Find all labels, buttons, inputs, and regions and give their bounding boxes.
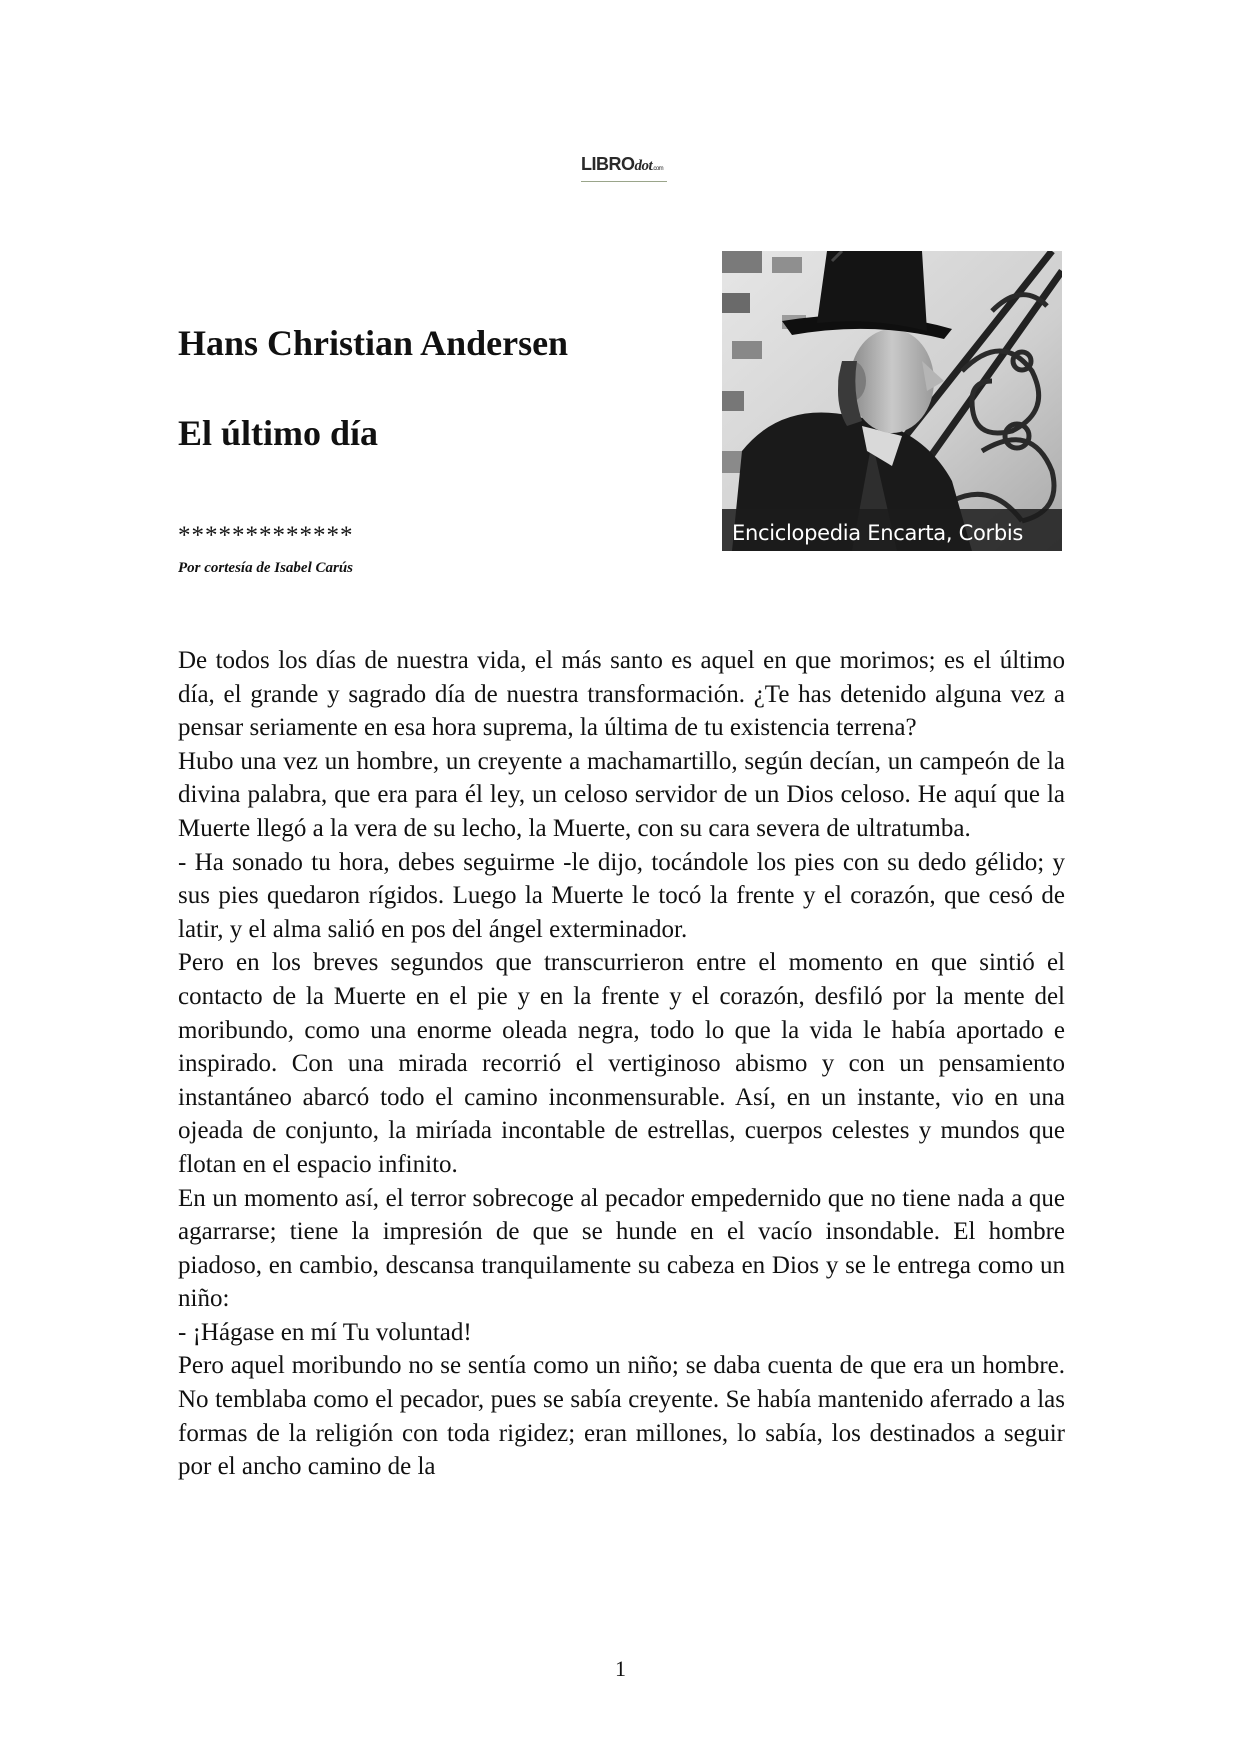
paragraph: Pero aquel moribundo no se sentía como un niño; se daba cuenta de que era un hombre. No temblaba como el pecador, pues se sabía creyente. Se había mantenido aferrado a las formas de la religión con toda rigidez; eran millones, lo sabía, los destinados a seguir por el ancho camino de la (178, 1352, 1065, 1481)
paragraph: Hubo una vez un hombre, un creyente a machamartillo, según decían, un campeón de la divina palabra, que era para él ley, un celoso servidor de un Dios celoso. He aquí que la Muerte llegó a la vera de su lecho, la Muerte, con su cara severa de ultratumba. (178, 747, 1065, 842)
courtesy-note: Por cortesía de Isabel Carús (178, 560, 354, 576)
paragraph: Pero en los breves segundos que transcurrieron entre el momento en que sintió el contacto de la Muerte en el pie y en la frente y el corazón, desfiló por la mente del moribundo, como una enorme oleada negra, todo lo que la vida le había aportado e inspirado. Con una mirada recorrió el vertiginoso abismo y con un pensamiento instantáneo abarcó todo el camino inconmensurable. Así, en un instante, vio en una ojeada de conjunto, la miríada incontable de estrellas, cuerpos celestes y mundos que flotan en el espacio infinito. (178, 949, 1065, 1178)
paragraph: De todos los días de nuestra vida, el más santo es aquel en que morimos; es el último día, el grande y sagrado día de nuestra transformación. ¿Te has detenido alguna vez a pensar seriamente en esa hora suprema, la última de tu existencia terrena? (178, 647, 1065, 742)
logo-dot-text: dot (634, 158, 653, 174)
logo-underline (581, 181, 667, 182)
portrait-illustration (722, 251, 1062, 551)
story-title: El último día (178, 413, 379, 453)
paragraph: - ¡Hágase en mí Tu voluntad! (178, 1318, 472, 1346)
page-number: 1 (615, 1656, 626, 1681)
separator-stars: ************* (178, 522, 354, 549)
logo-com-text: .com (652, 166, 664, 172)
logo-main-text: LIBRO (581, 154, 635, 174)
librodot-logo (581, 153, 667, 185)
logo-wordmark (581, 153, 667, 180)
paragraph: - Ha sonado tu hora, debes seguirme -le dijo, tocándole los pies con su dedo gélido; y sus pies quedaron rígidos. Luego la Muerte le tocó la frente y el corazón, que cesó de latir, y el alma salió en pos del ángel exterminador. (178, 848, 1065, 943)
photo-caption: Enciclopedia Encarta, Corbis (732, 521, 1024, 545)
author-name: Hans Christian Andersen (178, 323, 569, 363)
author-portrait-image (722, 251, 1062, 551)
paragraph: En un momento así, el terror sobrecoge al pecador empedernido que no tiene nada a que agarrarse; tiene la impresión de que se hunde en el vacío insondable. El hombre piadoso, en cambio, descansa tranquilamente su cabeza en Dios y se le entrega como un niño: (178, 1184, 1065, 1313)
story-body (178, 644, 1065, 1484)
